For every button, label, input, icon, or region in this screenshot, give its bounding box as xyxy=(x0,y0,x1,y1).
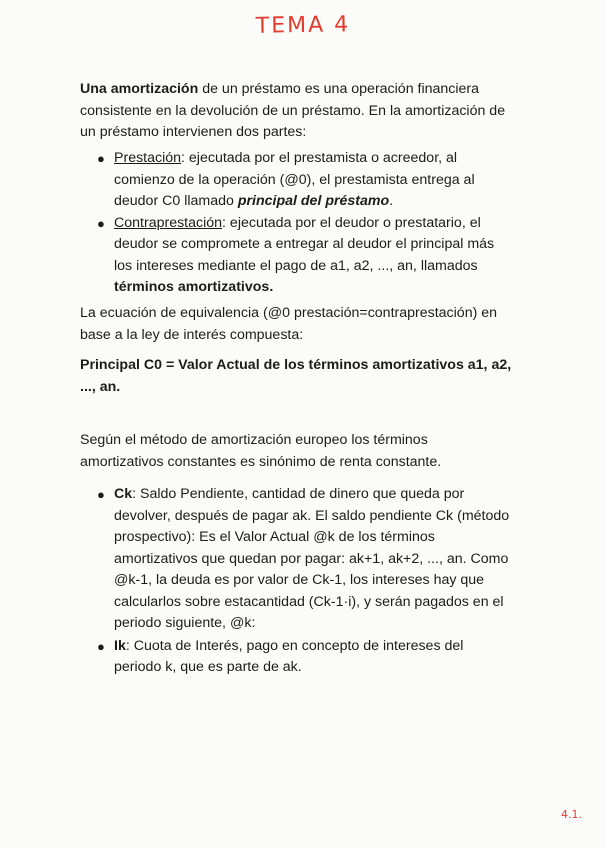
bullet-icon: ● xyxy=(97,215,105,231)
list-item-ik xyxy=(80,636,512,679)
principal-equation: Principal C0 = Valor Actual de los términos amortizativos a1, a2, ..., an. xyxy=(80,357,512,395)
bullet-icon: ● xyxy=(97,487,105,502)
page-title: TEMA 4 xyxy=(255,12,351,39)
equivalence-paragraph: La ecuación de equivalencia (@0 prestación=contraprestación) en base a la ley de interés compuesta: xyxy=(80,305,498,343)
contraprestacion-text: : ejecutada por el deudor o prestatario, el deudor se compromete a entregar al deudor el principal más los intereses mediante el pago de a xyxy=(114,214,495,274)
list-item-contraprestacion xyxy=(80,213,512,299)
subscript-sequence: 1, a2, ..., an, xyxy=(338,257,417,274)
term-contraprestacion: Contraprestación xyxy=(114,214,223,231)
principal-emphasis: principal del préstamo xyxy=(237,193,390,209)
european-method-paragraph: Según el método de amortización europeo los términos amortizativos constantes es sinónimo de renta constante. xyxy=(80,432,442,470)
prestacion-end: . xyxy=(389,193,394,209)
intro-bold: Una amortización xyxy=(80,81,199,97)
term-ck: Ck xyxy=(114,486,133,502)
term-ik: Ik xyxy=(114,637,126,654)
bullet-icon: ● xyxy=(97,151,105,166)
contraprestacion-line-end: llamados xyxy=(420,257,478,274)
prestacion-text: : ejecutada por el prestamista o acreedor, al comienzo de la operación (@0), el prestamista entrega al deudor C0 llamado xyxy=(114,150,475,209)
bullet-icon: ● xyxy=(97,638,105,654)
list-item-ck xyxy=(80,484,512,635)
page-number: 4.1. xyxy=(561,808,582,821)
list-item-prestacion xyxy=(80,148,512,213)
intro-rest: de un préstamo es una operación financiera consistente en la devolución de un préstamo. En la amortización de un préstamo intervienen dos partes: xyxy=(80,81,506,140)
definitions-list xyxy=(80,484,512,680)
ik-definition: : Cuota de Interés, pago en concepto de intereses del periodo k, que es parte de ak. xyxy=(114,637,464,675)
term-prestacion: Prestación xyxy=(114,150,182,166)
terminos-emphasis: términos amortizativos. xyxy=(114,279,274,295)
ck-definition: : Saldo Pendiente, cantidad de dinero que queda por devolver, después de pagar ak. El saldo pendiente Ck (método prospectivo): Es el Valor Actual @k de los términos amortizativos que quedan por pagar: ak+1, ak+2, ..., an. Como @k-1, la deuda es por valor de Ck-1, los intereses hay que calcularlos sobre estacantidad (Ck-1·i), y serán pagados en el periodo siguiente, @k: xyxy=(114,486,510,631)
parties-list xyxy=(80,148,512,299)
intro-paragraph xyxy=(80,79,512,144)
